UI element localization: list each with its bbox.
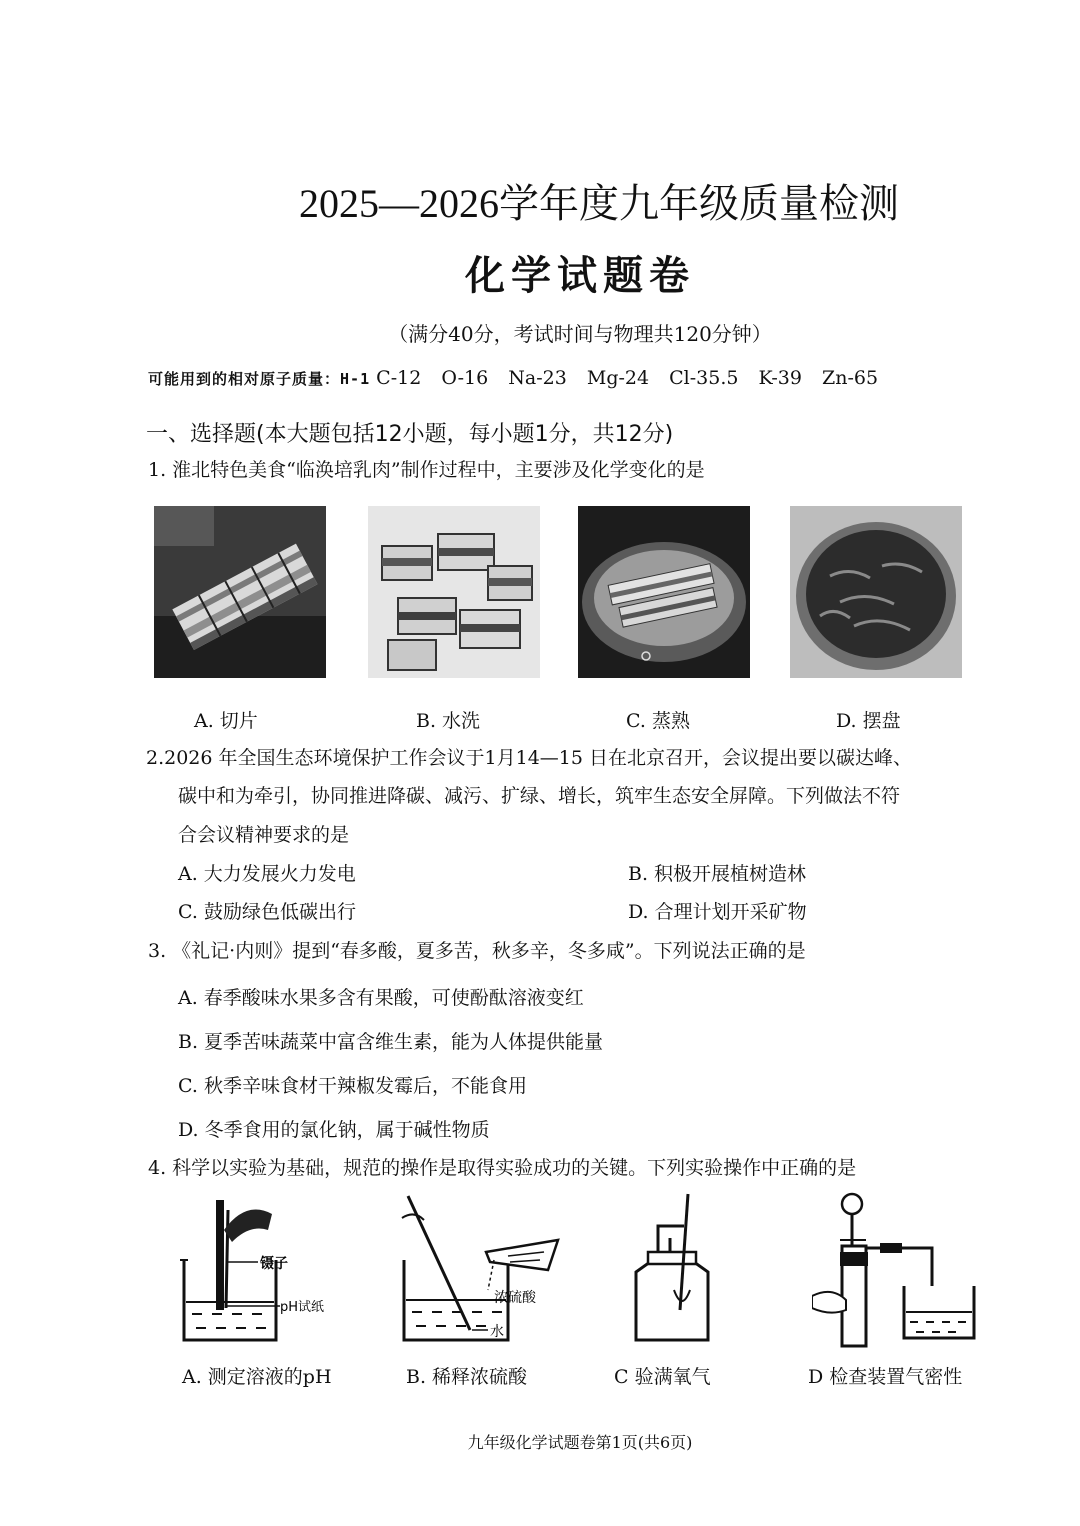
atomic-mass-mg: Mg-24 xyxy=(586,367,650,389)
diagram-measure-ph xyxy=(176,1190,366,1350)
photo-slicing xyxy=(154,506,326,678)
atomic-mass-k: K-39 xyxy=(758,367,802,389)
question-2-stem-line3: 合会议精神要求的是 xyxy=(178,824,350,846)
atomic-mass-na: Na-23 xyxy=(508,367,567,389)
label-ph-paper: pH试纸 xyxy=(280,1300,325,1315)
atomic-mass-h: H-1 xyxy=(340,370,371,388)
q2-option-c: C. 鼓励绿色低碳出行 xyxy=(178,901,356,923)
q3-option-a: A. 春季酸味水果多含有果酸，可使酚酞溶液变红 xyxy=(178,987,584,1009)
question-2-stem-line1: 2.2026 年全国生态环境保护工作会议于1月14—15 日在北京召开，会议提出要以碳达峰、 xyxy=(146,747,913,769)
atomic-mass-line xyxy=(148,367,878,389)
atomic-mass-zn: Zn-65 xyxy=(822,367,879,389)
diagram-oxygen-test xyxy=(624,1190,720,1350)
photo-washing xyxy=(368,506,540,678)
q2-option-b: B. 积极开展植树造林 xyxy=(628,863,807,885)
exam-info: （满分40分，考试时间与物理共120分钟） xyxy=(388,322,772,346)
label-conc-acid: 浓硫酸 xyxy=(494,1290,536,1306)
label-tweezers: 镊子 xyxy=(260,1256,288,1272)
photo-steaming xyxy=(578,506,750,678)
diagram-airtight-check xyxy=(812,1190,992,1350)
photo-plating xyxy=(790,506,962,678)
q2-option-a: A. 大力发展火力发电 xyxy=(178,863,356,885)
question-2-stem-line2: 碳中和为牵引，协同推进降碳、减污、扩绿、增长，筑牢生态安全屏障。下列做法不符 xyxy=(178,785,901,807)
q4-option-b: B. 稀释浓硫酸 xyxy=(406,1366,528,1388)
question-3-stem: 3. 《礼记·内则》提到“春多酸，夏多苦，秋多辛，冬多咸”。下列说法正确的是 xyxy=(148,940,806,962)
q1-option-a: A. 切片 xyxy=(194,710,258,732)
paper-subtitle: 化学试题卷 xyxy=(465,253,695,299)
q4-option-d: D 检查装置气密性 xyxy=(808,1366,963,1388)
q1-option-d: D. 摆盘 xyxy=(836,710,901,732)
q1-option-c: C. 蒸熟 xyxy=(626,710,690,732)
question-1-stem: 1. 淮北特色美食“临涣培乳肉”制作过程中，主要涉及化学变化的是 xyxy=(148,459,705,481)
q4-option-a: A. 测定溶液的pH xyxy=(182,1366,332,1388)
q2-option-d: D. 合理计划开采矿物 xyxy=(628,901,807,923)
atomic-mass-label: 可能用到的相对原子质量： xyxy=(148,370,341,388)
q3-option-c: C. 秋季辛味食材干辣椒发霉后，不能食用 xyxy=(178,1075,527,1097)
q4-option-c: C 验满氧气 xyxy=(614,1366,711,1388)
q3-option-d: D. 冬季食用的氯化钠，属于碱性物质 xyxy=(178,1119,490,1141)
diagram-dilute-acid xyxy=(398,1190,588,1350)
atomic-mass-o: O-16 xyxy=(441,367,489,389)
exam-title: 2025—2026学年度九年级质量检测 xyxy=(299,181,899,226)
atomic-mass-c: C-12 xyxy=(376,367,422,389)
label-water: 水 xyxy=(490,1324,504,1340)
page-footer: 九年级化学试题卷第1页(共6页) xyxy=(467,1433,693,1452)
section-heading: 一、选择题(本大题包括12小题，每小题1分，共12分) xyxy=(146,422,674,447)
q3-option-b: B. 夏季苦味蔬菜中富含维生素，能为人体提供能量 xyxy=(178,1031,604,1053)
q1-option-b: B. 水洗 xyxy=(416,710,481,732)
atomic-mass-cl: Cl-35.5 xyxy=(669,367,739,389)
question-4-stem: 4. 科学以实验为基础，规范的操作是取得实验成功的关键。下列实验操作中正确的是 xyxy=(148,1157,857,1179)
